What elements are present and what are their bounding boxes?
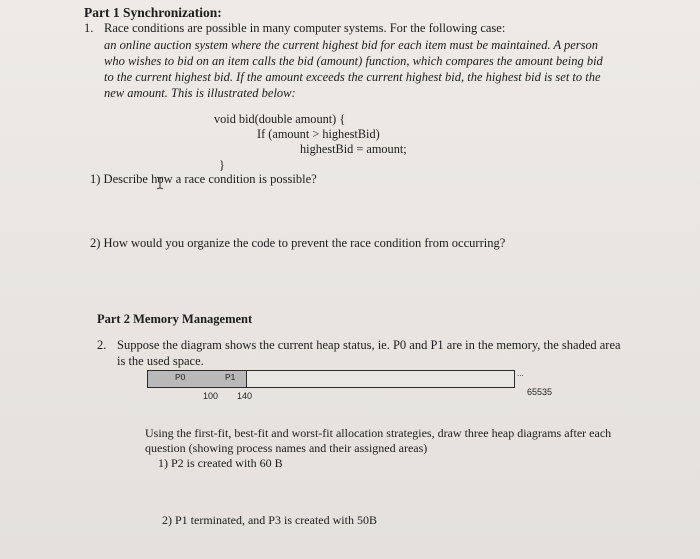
code-line-1: void bid(double amount) { bbox=[214, 112, 346, 126]
code-line-4: } bbox=[219, 158, 225, 172]
question1-line-1: an online auction system where the current highest bid for each item must be maintained. A person bbox=[104, 38, 599, 52]
part1-heading: Part 1 Synchronization: bbox=[84, 5, 222, 20]
subquestion-1: 1) Describe how a race condition is possible? bbox=[90, 172, 317, 186]
heap-diagram bbox=[147, 370, 515, 388]
heap-end-label: 65535 bbox=[527, 387, 553, 397]
heap-p1-label: P1 bbox=[225, 372, 236, 382]
subquestion-2: 2) How would you organize the code to prevent the race condition from occurring? bbox=[90, 236, 506, 250]
code-line-2: If (amount > highestBid) bbox=[257, 127, 380, 141]
heap-mark-100: 100 bbox=[203, 391, 219, 401]
text-cursor-icon bbox=[156, 176, 164, 190]
question2-line-2: is the used space. bbox=[117, 354, 204, 368]
question2-number: 2. bbox=[97, 338, 107, 352]
task-item-1: 1) P2 is created with 60 B bbox=[158, 456, 283, 470]
question1-number: 1. bbox=[84, 21, 94, 35]
task-item-2: 2) P1 terminated, and P3 is created with 50B bbox=[162, 513, 377, 527]
part2-heading: Part 2 Memory Management bbox=[97, 312, 253, 326]
question1-line-4: new amount. This is illustrated below: bbox=[104, 86, 296, 100]
heap-mark-140: 140 bbox=[237, 391, 253, 401]
question1-line-3: to the current highest bid. If the amount exceeds the current highest bid, the highest bid is set to the bbox=[104, 70, 601, 84]
heap-continuation-dots: ... bbox=[517, 369, 524, 378]
question1-intro: Race conditions are possible in many computer systems. For the following case: bbox=[104, 21, 506, 35]
code-line-3: highestBid = amount; bbox=[300, 142, 407, 156]
question2-line-1: Suppose the diagram shows the current heap status, ie. P0 and P1 are in the memory, the shaded area bbox=[117, 338, 621, 352]
question1-line-2: who wishes to bid on an item calls the bid (amount) function, which compares the amount being bid bbox=[104, 54, 603, 68]
heap-p0-label: P0 bbox=[175, 372, 186, 382]
instruction-line-2: question (showing process names and their assigned areas) bbox=[145, 441, 428, 455]
instruction-line-1: Using the first-fit, best-fit and worst-fit allocation strategies, draw three heap diagrams after each bbox=[145, 426, 612, 440]
